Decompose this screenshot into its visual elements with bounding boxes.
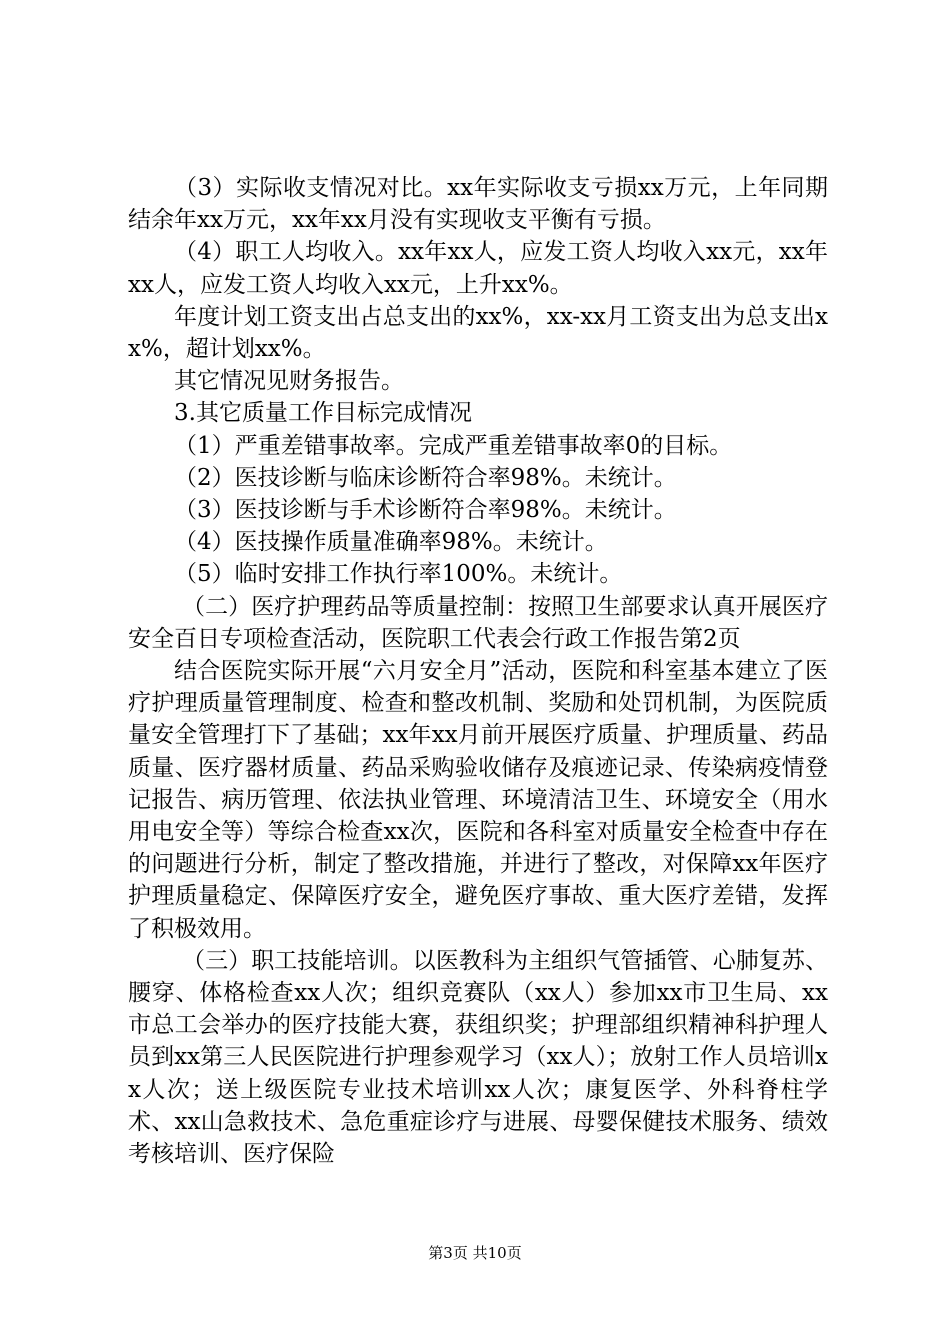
list-item-temporary-tasks: （5）临时安排工作执行率100%。未统计。 [174, 561, 623, 588]
list-item-clinical-diagnosis: （2）医技诊断与临床诊断符合率98%。未统计。 [174, 464, 677, 491]
section-heading-quality-targets: 3.其它质量工作目标完成情况 [174, 400, 472, 427]
list-item-surgical-diagnosis: （3）医技诊断与手术诊断符合率98%。未统计。 [174, 497, 677, 524]
paragraph-staff-income: （4）职工人均收入。xx年xx人，应发工资人均收入xx元，xx年xx人，应发工资人均收入xx元，上升xx%。 [128, 239, 828, 298]
paragraph-financial-report: 其它情况见财务报告。 [174, 368, 404, 395]
paragraph-quality-control: （二）医疗护理药品等质量控制：按照卫生部要求认真开展医疗安全百日专项检查活动，医院职工代表会行政工作报告第2页 [128, 593, 828, 652]
paragraph-skills-training: （三）职工技能培训。以医教科为主组织气管插管、心肺复苏、腰穿、体格检查xx人次；组织竞赛队（xx人）参加xx市卫生局、xx市总工会举办的医疗技能大赛，获组织奖；护理部组织精神科护理人员到xx第三人民医院进行护理参观学习（xx人）；放射工作人员培训xx人次；送上级医院专业技术培训xx人次；康复医学、外科脊柱学术、xx山急救技术、急危重症诊疗与进展、母婴保健技术服务、绩效考核培训、医疗保险 [128, 947, 828, 1168]
paragraph-wage-expense: 年度计划工资支出占总支出的xx%，xx-xx月工资支出为总支出xx%，超计划xx%。 [128, 303, 828, 363]
paragraph-actual-income-expense: （3）实际收支情况对比。xx年实际收支亏损xx万元，上年同期结余年xx万元，xx年xx月没有实现收支平衡有亏损。 [128, 175, 828, 234]
list-item-operation-quality: （4）医技操作质量准确率98%。未统计。 [174, 529, 608, 556]
list-item-accident-rate: （1）严重差错事故率。完成严重差错事故率0的目标。 [174, 432, 733, 459]
page-footer: 第3页 共10页 [428, 1244, 522, 1262]
document-body [128, 172, 828, 1170]
paragraph-safety-month: 结合医院实际开展“六月安全月”活动，医院和科室基本建立了医疗护理质量管理制度、检查和整改机制、奖励和处罚机制，为医院质量安全管理打下了基础；xx年xx月前开展医疗质量、护理质量、药品质量、医疗器材质量、药品采购验收储存及痕迹记录、传染病疫情登记报告、病历管理、依法执业管理、环境清洁卫生、环境安全（用水用电安全等）等综合检查xx次，医院和各科室对质量安全检查中存在的问题进行分析，制定了整改措施，并进行了整改，对保障xx年医疗护理质量稳定、保障医疗安全，避免医疗事故、重大医疗差错，发挥了积极效用。 [128, 658, 828, 942]
